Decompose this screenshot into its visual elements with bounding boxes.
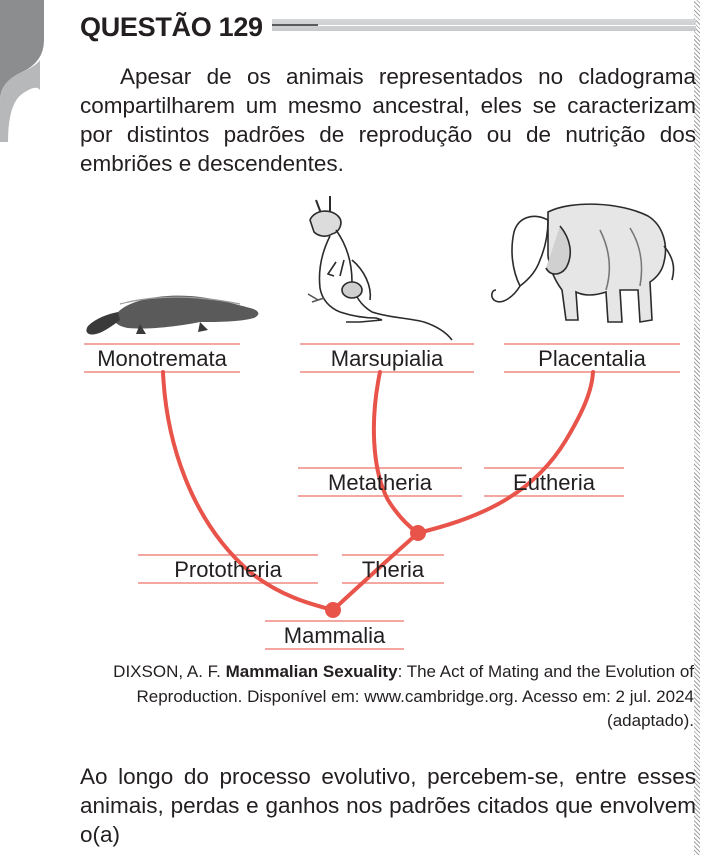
- source-book-title: Mammalian Sexuality: [225, 662, 398, 681]
- title-rule: [272, 17, 696, 33]
- label-eutheria: Eutheria: [513, 470, 595, 495]
- source-author: DIXSON, A. F.: [113, 662, 226, 681]
- intro-text: Apesar de os animais representados no cladograma compartilharem um mesmo ancestral, eles se caracterizam por distintos padrões de reprodução ou de nutrição dos embriões e descendentes.: [80, 64, 696, 176]
- question-number-title: QUESTÃO 129: [80, 12, 263, 42]
- side-tab-decoration: [0, 0, 52, 142]
- label-theria: Theria: [361, 557, 425, 582]
- source-rest: : The Act of Mating and the Evolution of Reproduction. Disponível em: www.cambridge.org. Acesso em: 2 jul. 2024 (adaptado).: [136, 662, 694, 730]
- label-mammalia: Mammalia: [283, 623, 386, 648]
- label-monotremata: Monotremata: [97, 346, 227, 371]
- cladogram-lines: [0, 185, 714, 655]
- label-metatheria: Metatheria: [328, 470, 432, 495]
- label-marsupialia: Marsupialia: [330, 346, 444, 371]
- source-citation: [74, 660, 694, 734]
- kangaroo-icon: [308, 196, 452, 340]
- intro-paragraph: [80, 62, 696, 178]
- platypus-icon: [86, 296, 258, 335]
- elephant-icon: [492, 204, 674, 322]
- cladogram: [0, 185, 714, 655]
- question-stem: Ao longo do processo evolutivo, percebem-se, entre esses animais, perdas e ganhos nos padrões citados que envolvem o(a): [80, 764, 696, 847]
- label-prototheria: Prototheria: [174, 557, 282, 582]
- label-placentalia: Placentalia: [538, 346, 646, 371]
